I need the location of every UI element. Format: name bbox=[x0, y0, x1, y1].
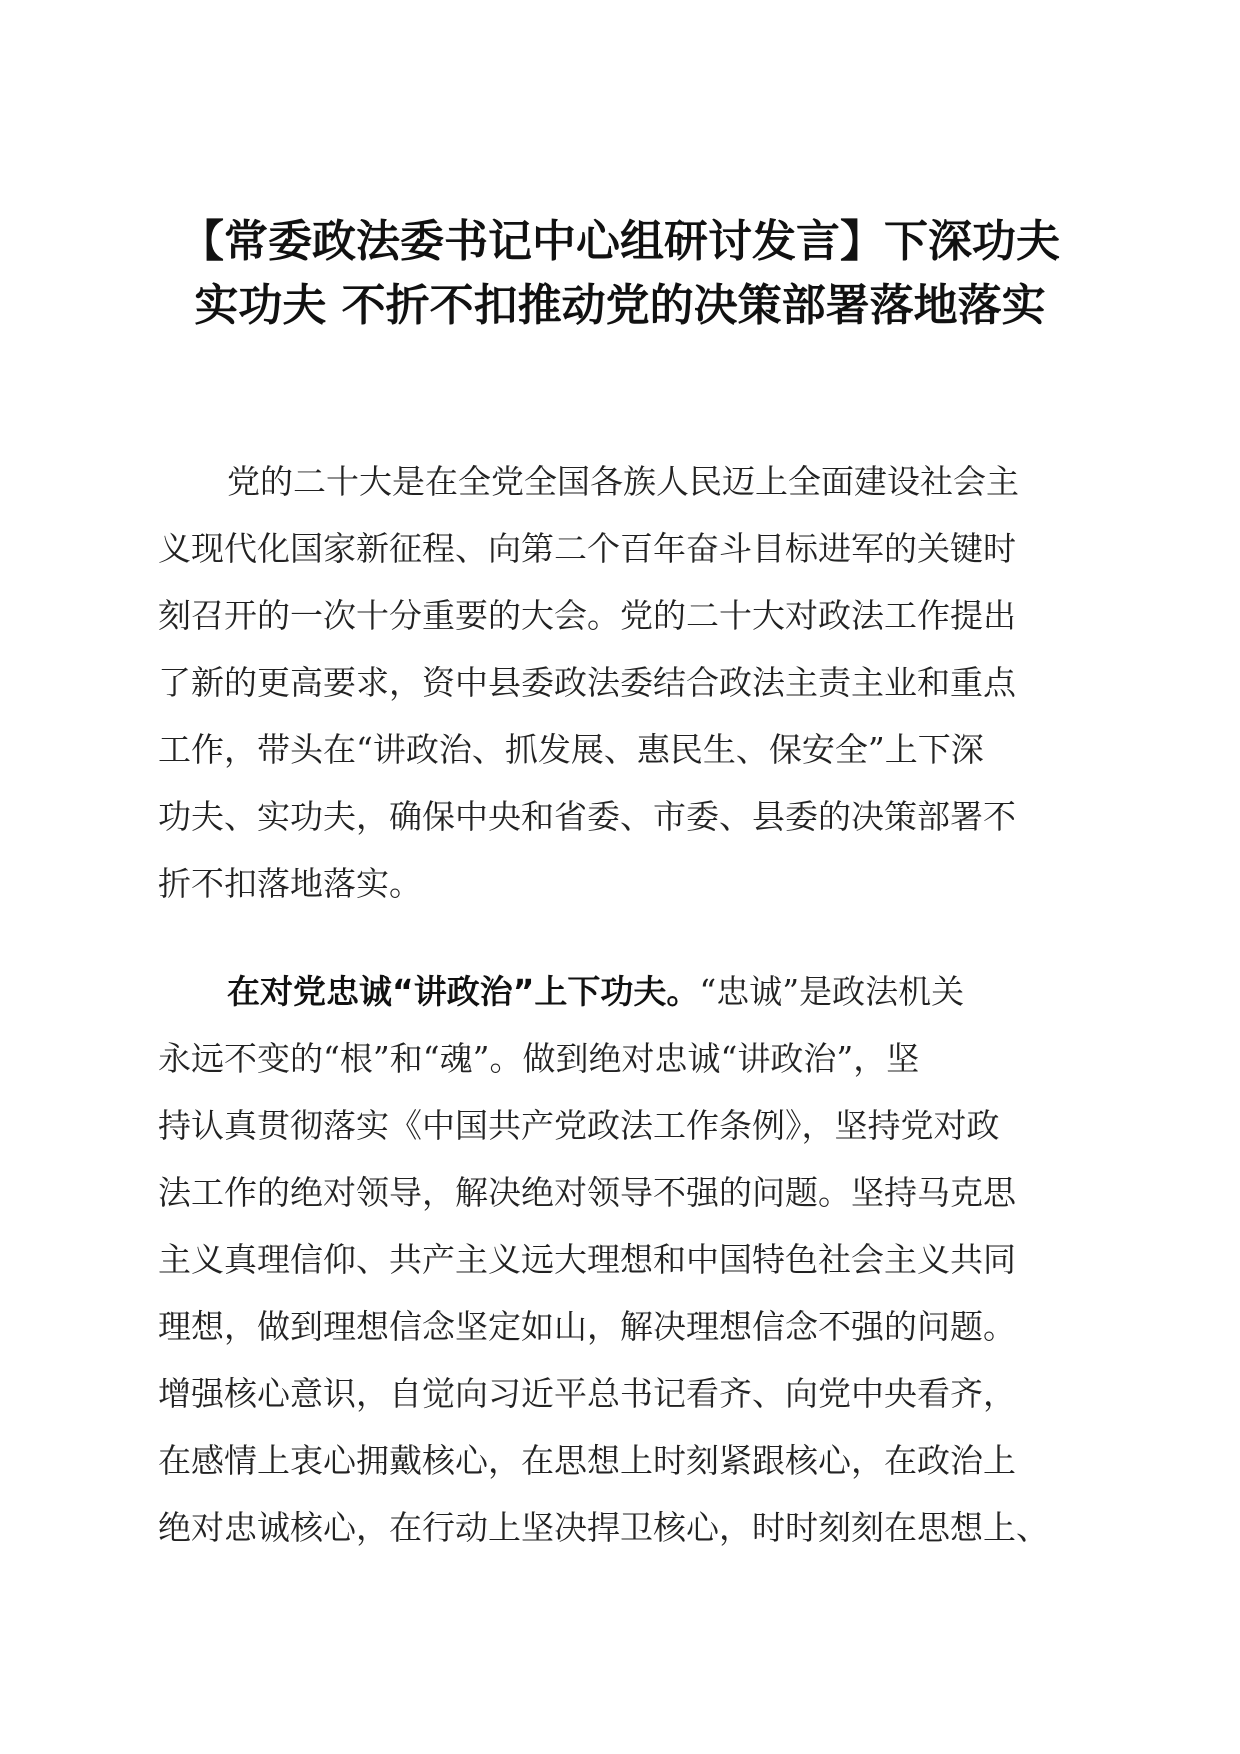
paragraph-line: 工作，带头在“讲政治、抓发展、惠民生、保安全”上下深 bbox=[158, 730, 984, 769]
paragraph-line: 绝对忠诚核心，在行动上坚决捍卫核心，时时刻刻在思想上、 bbox=[158, 1508, 1049, 1547]
document-title bbox=[150, 210, 1090, 338]
paragraph-line: 了新的更高要求，资中县委政法委结合政法主责主业和重点 bbox=[158, 663, 1016, 702]
paragraph-line: 折不扣落地落实。 bbox=[158, 864, 422, 903]
paragraph-line: 义现代化国家新征程、向第二个百年奋斗目标进军的关键时 bbox=[158, 529, 1016, 568]
paragraph-politics bbox=[158, 958, 1093, 1561]
paragraph-line: 刻召开的一次十分重要的大会。党的二十大对政法工作提出 bbox=[158, 596, 1016, 635]
paragraph-line: 在感情上衷心拥戴核心，在思想上时刻紧跟核心，在政治上 bbox=[158, 1441, 1016, 1480]
paragraph-line: 增强核心意识，自觉向习近平总书记看齐、向党中央看齐， bbox=[158, 1374, 1016, 1413]
paragraph-first-line bbox=[158, 958, 1093, 1025]
paragraph-line: 持认真贯彻落实《中国共产党政法工作条例》，坚持党对政 bbox=[158, 1106, 1000, 1145]
paragraph-line: 主义真理信仰、共产主义远大理想和中国特色社会主义共同 bbox=[158, 1240, 1016, 1279]
title-line-1: 【常委政法委书记中心组研讨发言】下深功夫 bbox=[180, 216, 1060, 267]
paragraph-line: 永远不变的“根”和“魂”。做到绝对忠诚“讲政治”，坚 bbox=[158, 1039, 920, 1078]
paragraph-line: 功夫、实功夫，确保中央和省委、市委、县委的决策部署不 bbox=[158, 797, 1016, 836]
paragraph-line-rest: “忠诚”是政法机关 bbox=[699, 972, 965, 1011]
title-line-2: 实功夫 不折不扣推动党的决策部署落地落实 bbox=[194, 280, 1046, 331]
paragraph-line: 理想，做到理想信念坚定如山，解决理想信念不强的问题。 bbox=[158, 1307, 1016, 1346]
paragraph-line: 党的二十大是在全党全国各族人民迈上全面建设社会主 bbox=[227, 462, 1019, 501]
paragraph-line: 法工作的绝对领导，解决绝对领导不强的问题。坚持马克思 bbox=[158, 1173, 1016, 1212]
paragraph-intro bbox=[158, 448, 1093, 917]
section-heading: 在对党忠诚“讲政治”上下功夫。 bbox=[227, 972, 700, 1011]
